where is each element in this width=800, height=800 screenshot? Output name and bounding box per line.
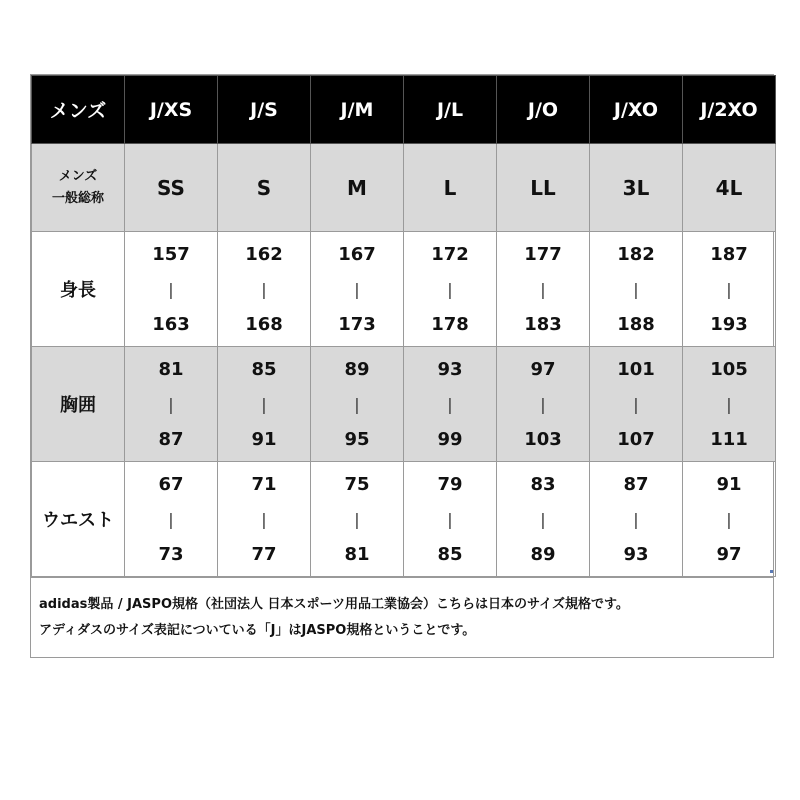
range-from: 75 [344, 473, 370, 495]
range-separator: | [633, 279, 639, 299]
header-row [32, 76, 776, 144]
chest-cell [590, 347, 683, 462]
header-size: J/M [311, 76, 404, 144]
range-to: 168 [245, 313, 283, 335]
header-size: J/XO [590, 76, 683, 144]
range-separator: | [354, 279, 360, 299]
height-label: 身長 [32, 232, 125, 347]
chest-cell [497, 347, 590, 462]
chest-label: 胸囲 [32, 347, 125, 462]
range-separator: | [726, 509, 732, 529]
height-cell [218, 232, 311, 347]
range-to: 95 [344, 428, 370, 450]
general-size-value: L [404, 144, 497, 232]
size-table [31, 75, 776, 577]
header-size: J/S [218, 76, 311, 144]
general-size-value: 4L [683, 144, 776, 232]
range-to: 188 [617, 313, 655, 335]
range-separator: | [447, 509, 453, 529]
general-size-value: S [218, 144, 311, 232]
waist-row [32, 462, 776, 577]
range-separator: | [261, 394, 267, 414]
range-from: 182 [617, 243, 655, 265]
range-from: 177 [524, 243, 562, 265]
chest-cell [404, 347, 497, 462]
range-from: 172 [431, 243, 469, 265]
waist-cell [125, 462, 218, 577]
range-separator: | [447, 279, 453, 299]
chest-cell [311, 347, 404, 462]
range-from: 81 [158, 358, 184, 380]
height-row [32, 232, 776, 347]
size-note [31, 577, 773, 657]
range-to: 107 [617, 428, 655, 450]
range-to: 97 [716, 543, 742, 565]
waist-cell [590, 462, 683, 577]
range-to: 93 [623, 543, 649, 565]
general-size-value: LL [497, 144, 590, 232]
note-line-1: adidas製品 / JASPO規格（社団法人 日本スポーツ用品工業協会）こちらは日本のサイズ規格です。 [39, 597, 629, 612]
range-to: 87 [158, 428, 184, 450]
range-separator: | [540, 279, 546, 299]
range-from: 187 [710, 243, 748, 265]
general-size-value: M [311, 144, 404, 232]
general-size-value: SS [125, 144, 218, 232]
waist-cell [311, 462, 404, 577]
range-to: 103 [524, 428, 562, 450]
range-from: 97 [530, 358, 556, 380]
header-size: J/2XO [683, 76, 776, 144]
range-separator: | [168, 394, 174, 414]
waist-cell [404, 462, 497, 577]
range-from: 85 [251, 358, 277, 380]
chest-cell [683, 347, 776, 462]
range-separator: | [354, 509, 360, 529]
range-to: 81 [344, 543, 370, 565]
range-from: 87 [623, 473, 649, 495]
range-from: 157 [152, 243, 190, 265]
waist-cell [683, 462, 776, 577]
range-separator: | [540, 509, 546, 529]
general-size-label [32, 144, 125, 232]
range-to: 178 [431, 313, 469, 335]
range-to: 89 [530, 543, 556, 565]
range-to: 85 [437, 543, 463, 565]
range-from: 101 [617, 358, 655, 380]
height-cell [404, 232, 497, 347]
range-to: 193 [710, 313, 748, 335]
range-to: 111 [710, 428, 748, 450]
range-separator: | [726, 394, 732, 414]
chest-cell [218, 347, 311, 462]
range-to: 183 [524, 313, 562, 335]
height-cell [590, 232, 683, 347]
chest-row [32, 347, 776, 462]
size-chart [30, 74, 774, 658]
range-from: 89 [344, 358, 370, 380]
range-from: 71 [251, 473, 277, 495]
height-cell [497, 232, 590, 347]
header-size: J/XS [125, 76, 218, 144]
range-from: 93 [437, 358, 463, 380]
general-label-line2: 一般総称 [51, 190, 104, 206]
range-from: 105 [710, 358, 748, 380]
range-from: 67 [158, 473, 184, 495]
range-to: 91 [251, 428, 277, 450]
range-from: 79 [437, 473, 463, 495]
general-label-line1: メンズ [58, 168, 98, 184]
range-to: 77 [251, 543, 277, 565]
range-separator: | [633, 509, 639, 529]
range-separator: | [168, 279, 174, 299]
header-size: J/O [497, 76, 590, 144]
range-to: 99 [437, 428, 463, 450]
header-label: メンズ [32, 76, 125, 144]
chest-cell [125, 347, 218, 462]
waist-label: ウエスト [32, 462, 125, 577]
range-to: 73 [158, 543, 184, 565]
range-to: 163 [152, 313, 190, 335]
height-cell [311, 232, 404, 347]
range-from: 162 [245, 243, 283, 265]
range-separator: | [633, 394, 639, 414]
waist-cell [218, 462, 311, 577]
range-separator: | [447, 394, 453, 414]
range-separator: | [261, 509, 267, 529]
range-from: 91 [716, 473, 742, 495]
height-cell [125, 232, 218, 347]
waist-cell [497, 462, 590, 577]
general-size-value: 3L [590, 144, 683, 232]
range-to: 173 [338, 313, 376, 335]
header-size: J/L [404, 76, 497, 144]
range-separator: | [168, 509, 174, 529]
corner-mark [770, 570, 773, 573]
range-separator: | [540, 394, 546, 414]
range-separator: | [354, 394, 360, 414]
range-from: 167 [338, 243, 376, 265]
range-separator: | [726, 279, 732, 299]
note-line-2: アディダスのサイズ表記についている「J」はJASPO規格ということです。 [39, 623, 476, 638]
general-size-row [32, 144, 776, 232]
range-separator: | [261, 279, 267, 299]
range-from: 83 [530, 473, 556, 495]
height-cell [683, 232, 776, 347]
